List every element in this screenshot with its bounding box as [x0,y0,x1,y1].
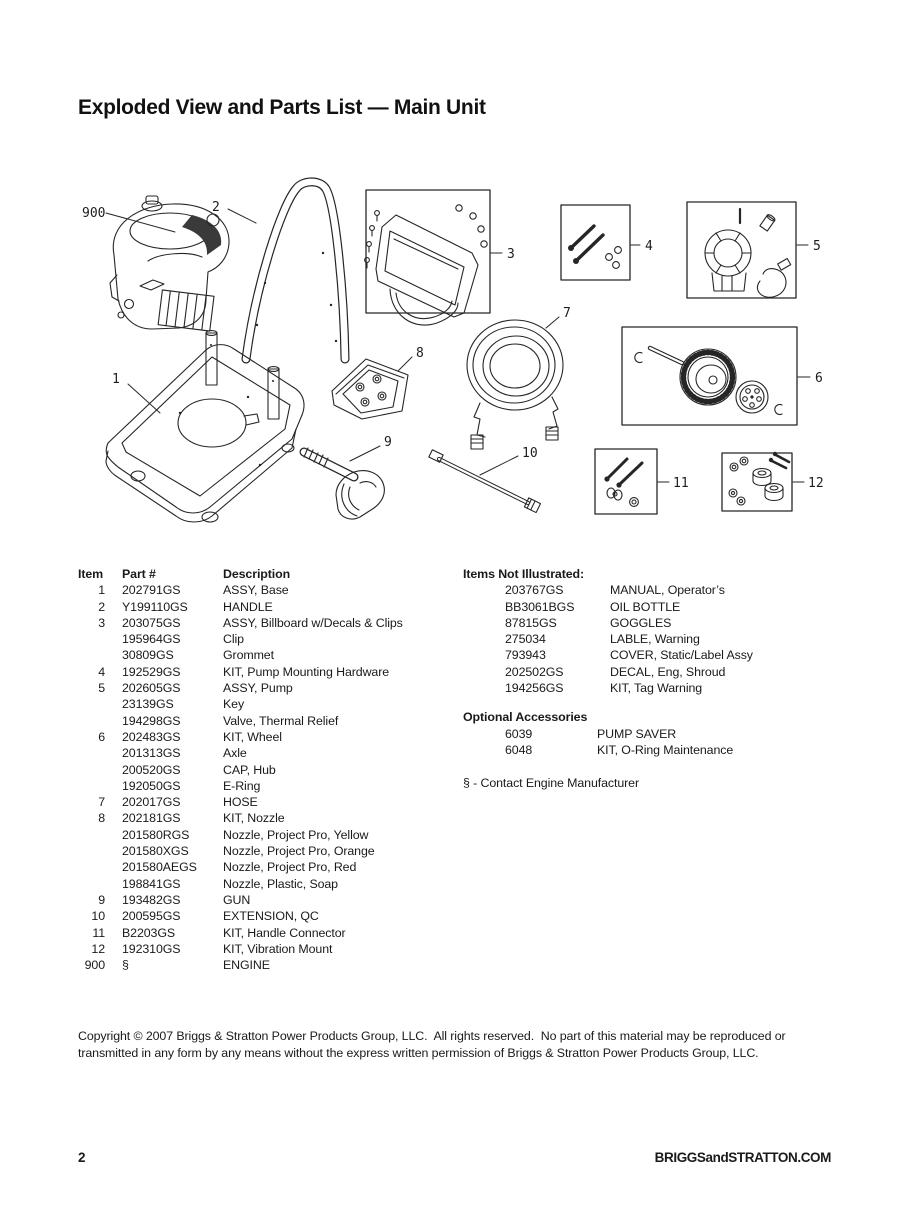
part-description: KIT, Wheel [223,729,282,744]
item-number: 1 [98,583,105,598]
part-number: 200595GS [122,909,181,924]
part-number: 30809GS [122,648,174,663]
list-item [505,599,843,615]
part-number: 203767GS [505,583,564,598]
part-description: Nozzle, Plastic, Soap [223,876,338,891]
callout-7: 7 [563,306,571,321]
table-row [78,925,470,941]
nozzle-kit-figure [332,359,408,419]
table-row [78,892,470,908]
item-number [78,762,122,778]
optional-accessories-title: Optional Accessories [463,710,588,725]
item-number [78,876,122,892]
callout-5: 5 [813,239,821,254]
item-number [78,713,122,729]
item-number [78,631,122,647]
website-footer: BRIGGSandSTRATTON.COM [654,1150,831,1165]
part-number: 202502GS [505,664,564,679]
part-description: CAP, Hub [223,762,276,777]
callout-9: 9 [384,435,392,450]
optional-accessories-section [463,709,843,758]
table-row [78,941,470,957]
callout-4: 4 [645,239,653,254]
table-row [78,810,470,826]
header-description: Description [223,567,291,581]
table-row [78,908,470,924]
callout-10: 10 [522,446,538,461]
table-row [78,664,470,680]
right-column [463,566,843,792]
table-row [78,827,470,843]
table-row [78,615,470,631]
callout-8: 8 [416,346,424,361]
list-item [505,615,843,631]
part-description: Nozzle, Project Pro, Red [223,860,357,875]
part-number: 87815GS [505,615,557,630]
billboard-assembly-figure [365,190,490,325]
part-description: KIT, Nozzle [223,811,285,826]
callout-11: 11 [673,476,689,491]
part-number: 202017GS [122,795,181,810]
item-number [78,843,122,859]
part-number: BB3061BGS [505,599,575,614]
part-description: HANDLE [223,599,273,614]
part-number: 198841GS [122,876,181,891]
callout-900: 900 [82,206,106,221]
part-description: ASSY, Billboard w/Decals & Clips [223,615,403,630]
callout-3: 3 [507,247,515,262]
table-row [78,957,470,973]
part-number: 202483GS [122,729,181,744]
table-row [78,631,470,647]
item-number: 5 [98,681,105,696]
item-number [78,827,122,843]
handle-figure [246,182,345,359]
table-row [78,778,470,794]
hose-figure [467,320,563,449]
table-row [78,794,470,810]
not-illustrated-section [463,566,843,696]
item-number [78,745,122,761]
handle-connector-kit-figure [595,449,657,514]
part-number: 192050GS [122,778,181,793]
part-description: Nozzle, Project Pro, Orange [223,844,375,859]
part-number: 195964GS [122,632,181,647]
table-row [78,762,470,778]
part-description: KIT, Pump Mounting Hardware [223,664,390,679]
item-number: 11 [92,925,105,940]
part-description: Valve, Thermal Relief [223,713,339,728]
part-number: 194256GS [505,681,564,696]
item-number: 900 [84,958,105,973]
page-number: 2 [78,1150,86,1165]
table-row [78,647,470,663]
part-number: 201313GS [122,746,181,761]
copyright-notice: Copyright © 2007 Briggs & Stratton Power Products Group, LLC. All rights reserved. No part of this material may be reproduced or transmitted in any form by any means without the express written permission of Briggs & Stratton Power Products Group, LLC. [78,1029,789,1060]
part-description: E-Ring [223,778,261,793]
part-number: 203075GS [122,615,181,630]
table-row [78,876,470,892]
part-number: 23139GS [122,697,174,712]
list-item [505,664,843,680]
table-row [78,599,470,615]
table-row [78,859,470,875]
header-item: Item [78,567,104,581]
part-description: GUN [223,892,251,907]
item-number [78,778,122,794]
part-description: GOGGLES [610,615,672,630]
part-description: Axle [223,746,247,761]
part-description: HOSE [223,795,258,810]
item-number [78,696,122,712]
parts-table [78,566,470,973]
part-number: 275034 [505,632,546,647]
optional-accessories-list [505,726,843,759]
part-number: 6039 [505,726,533,741]
header-part: Part # [122,567,156,581]
part-description: MANUAL, Operator’s [610,583,725,598]
part-description: OIL BOTTLE [610,599,681,614]
part-description: Nozzle, Project Pro, Yellow [223,827,369,842]
part-number: 793943 [505,648,546,663]
callout-12: 12 [808,476,824,491]
parts-table-body [78,582,470,973]
part-number: 193482GS [122,892,181,907]
list-item [505,647,843,663]
part-description: LABLE, Warning [610,632,700,647]
not-illustrated-list [505,582,843,696]
callout-6: 6 [815,371,823,386]
item-number: 7 [98,795,105,810]
part-number: 200520GS [122,762,181,777]
part-description: Key [223,697,245,712]
item-number: 6 [98,729,105,744]
part-number: 192310GS [122,941,181,956]
part-description: PUMP SAVER [597,726,677,741]
part-description: COVER, Static/Label Assy [610,648,753,663]
table-row [78,582,470,598]
part-number: 202181GS [122,811,181,826]
list-item [505,631,843,647]
part-number: 192529GS [122,664,181,679]
item-number: 2 [98,599,105,614]
part-number: B2203GS [122,925,176,940]
part-number: Y199110GS [122,599,188,614]
item-number: 4 [98,664,105,679]
table-row [78,696,470,712]
part-number: 194298GS [122,713,181,728]
pump-mounting-hardware-figure [561,205,630,280]
part-description: KIT, Vibration Mount [223,941,333,956]
item-number [78,647,122,663]
gun-figure [304,448,384,519]
part-number: 202605GS [122,681,181,696]
table-row [78,843,470,859]
not-illustrated-title: Items Not Illustrated: [463,567,585,581]
exploded-view-diagram [60,165,850,540]
part-number: § [122,958,129,973]
part-number: 6048 [505,742,533,757]
list-item [505,582,843,598]
part-description: DECAL, Eng, Shroud [610,664,726,679]
part-description: KIT, O-Ring Maintenance [597,742,734,757]
callout-1: 1 [112,372,120,387]
table-row [78,680,470,696]
item-number: 3 [98,615,105,630]
engine-figure [110,196,229,331]
part-number: 201580XGS [122,844,189,859]
list-item [505,742,843,758]
table-row [78,713,470,729]
item-number: 9 [98,892,105,907]
list-item [505,680,843,696]
pump-assembly-figure [687,202,796,298]
part-description: Clip [223,632,244,647]
part-number: 201580RGS [122,827,190,842]
page-title: Exploded View and Parts List — Main Unit [78,96,486,119]
part-number: 201580AEGS [122,860,197,875]
table-row [78,745,470,761]
engine-footnote: § - Contact Engine Manufacturer [463,776,639,791]
part-number: 202791GS [122,583,181,598]
parts-table-header [78,566,470,582]
vibration-mount-kit-figure [722,452,792,511]
part-description: Grommet [223,648,274,663]
part-description: ENGINE [223,958,270,973]
item-number [78,859,122,875]
base-assembly-figure [106,331,304,522]
part-description: ASSY, Base [223,583,289,598]
item-number: 8 [98,811,105,826]
table-row [78,729,470,745]
part-description: ASSY, Pump [223,681,293,696]
item-number: 10 [91,909,105,924]
item-number: 12 [91,941,105,956]
part-description: KIT, Tag Warning [610,681,703,696]
part-description: EXTENSION, QC [223,909,319,924]
part-description: KIT, Handle Connector [223,925,346,940]
callout-2: 2 [212,200,220,215]
wheel-kit-figure [622,327,797,425]
list-item [505,726,843,742]
